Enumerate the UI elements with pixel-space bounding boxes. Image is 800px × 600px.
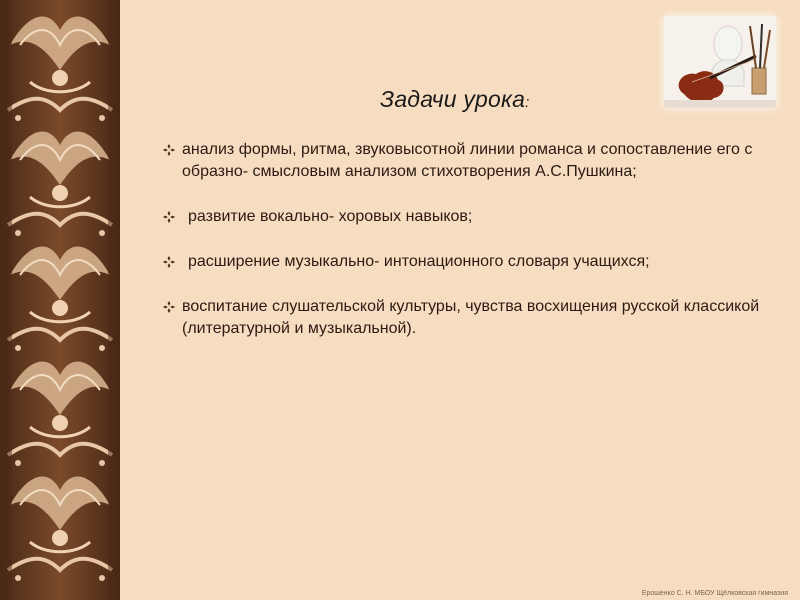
slide-title-colon: : bbox=[525, 94, 530, 111]
list-item bbox=[162, 296, 762, 340]
still-life-image bbox=[664, 16, 776, 108]
slide-title-text: Задачи урока bbox=[380, 86, 526, 112]
diamond-four-icon bbox=[162, 251, 176, 273]
task-text: анализ формы, ритма, звуковысотной линии романса и сопоставление его с образно- смысловым анализом стихотворения А.С.Пушкина; bbox=[182, 141, 753, 180]
task-text: развитие вокально- хоровых навыков; bbox=[188, 208, 473, 225]
list-item bbox=[162, 251, 762, 273]
task-text: воспитание слушательской культуры, чувства восхищения русской классикой (литературной и музыкальной). bbox=[182, 298, 760, 337]
task-text: расширение музыкально- интонационного словаря учащихся; bbox=[188, 253, 650, 270]
list-item bbox=[162, 206, 762, 228]
slide-title bbox=[380, 86, 529, 113]
diamond-four-icon bbox=[162, 296, 176, 318]
diamond-four-icon bbox=[162, 139, 176, 161]
task-list bbox=[162, 139, 762, 363]
footer-credit: Ерошенко С. Н. МБОУ Щёлковская гимназия bbox=[641, 590, 788, 597]
diamond-four-icon bbox=[162, 206, 176, 228]
decorative-ornament-strip bbox=[0, 0, 120, 600]
list-item bbox=[162, 139, 762, 183]
